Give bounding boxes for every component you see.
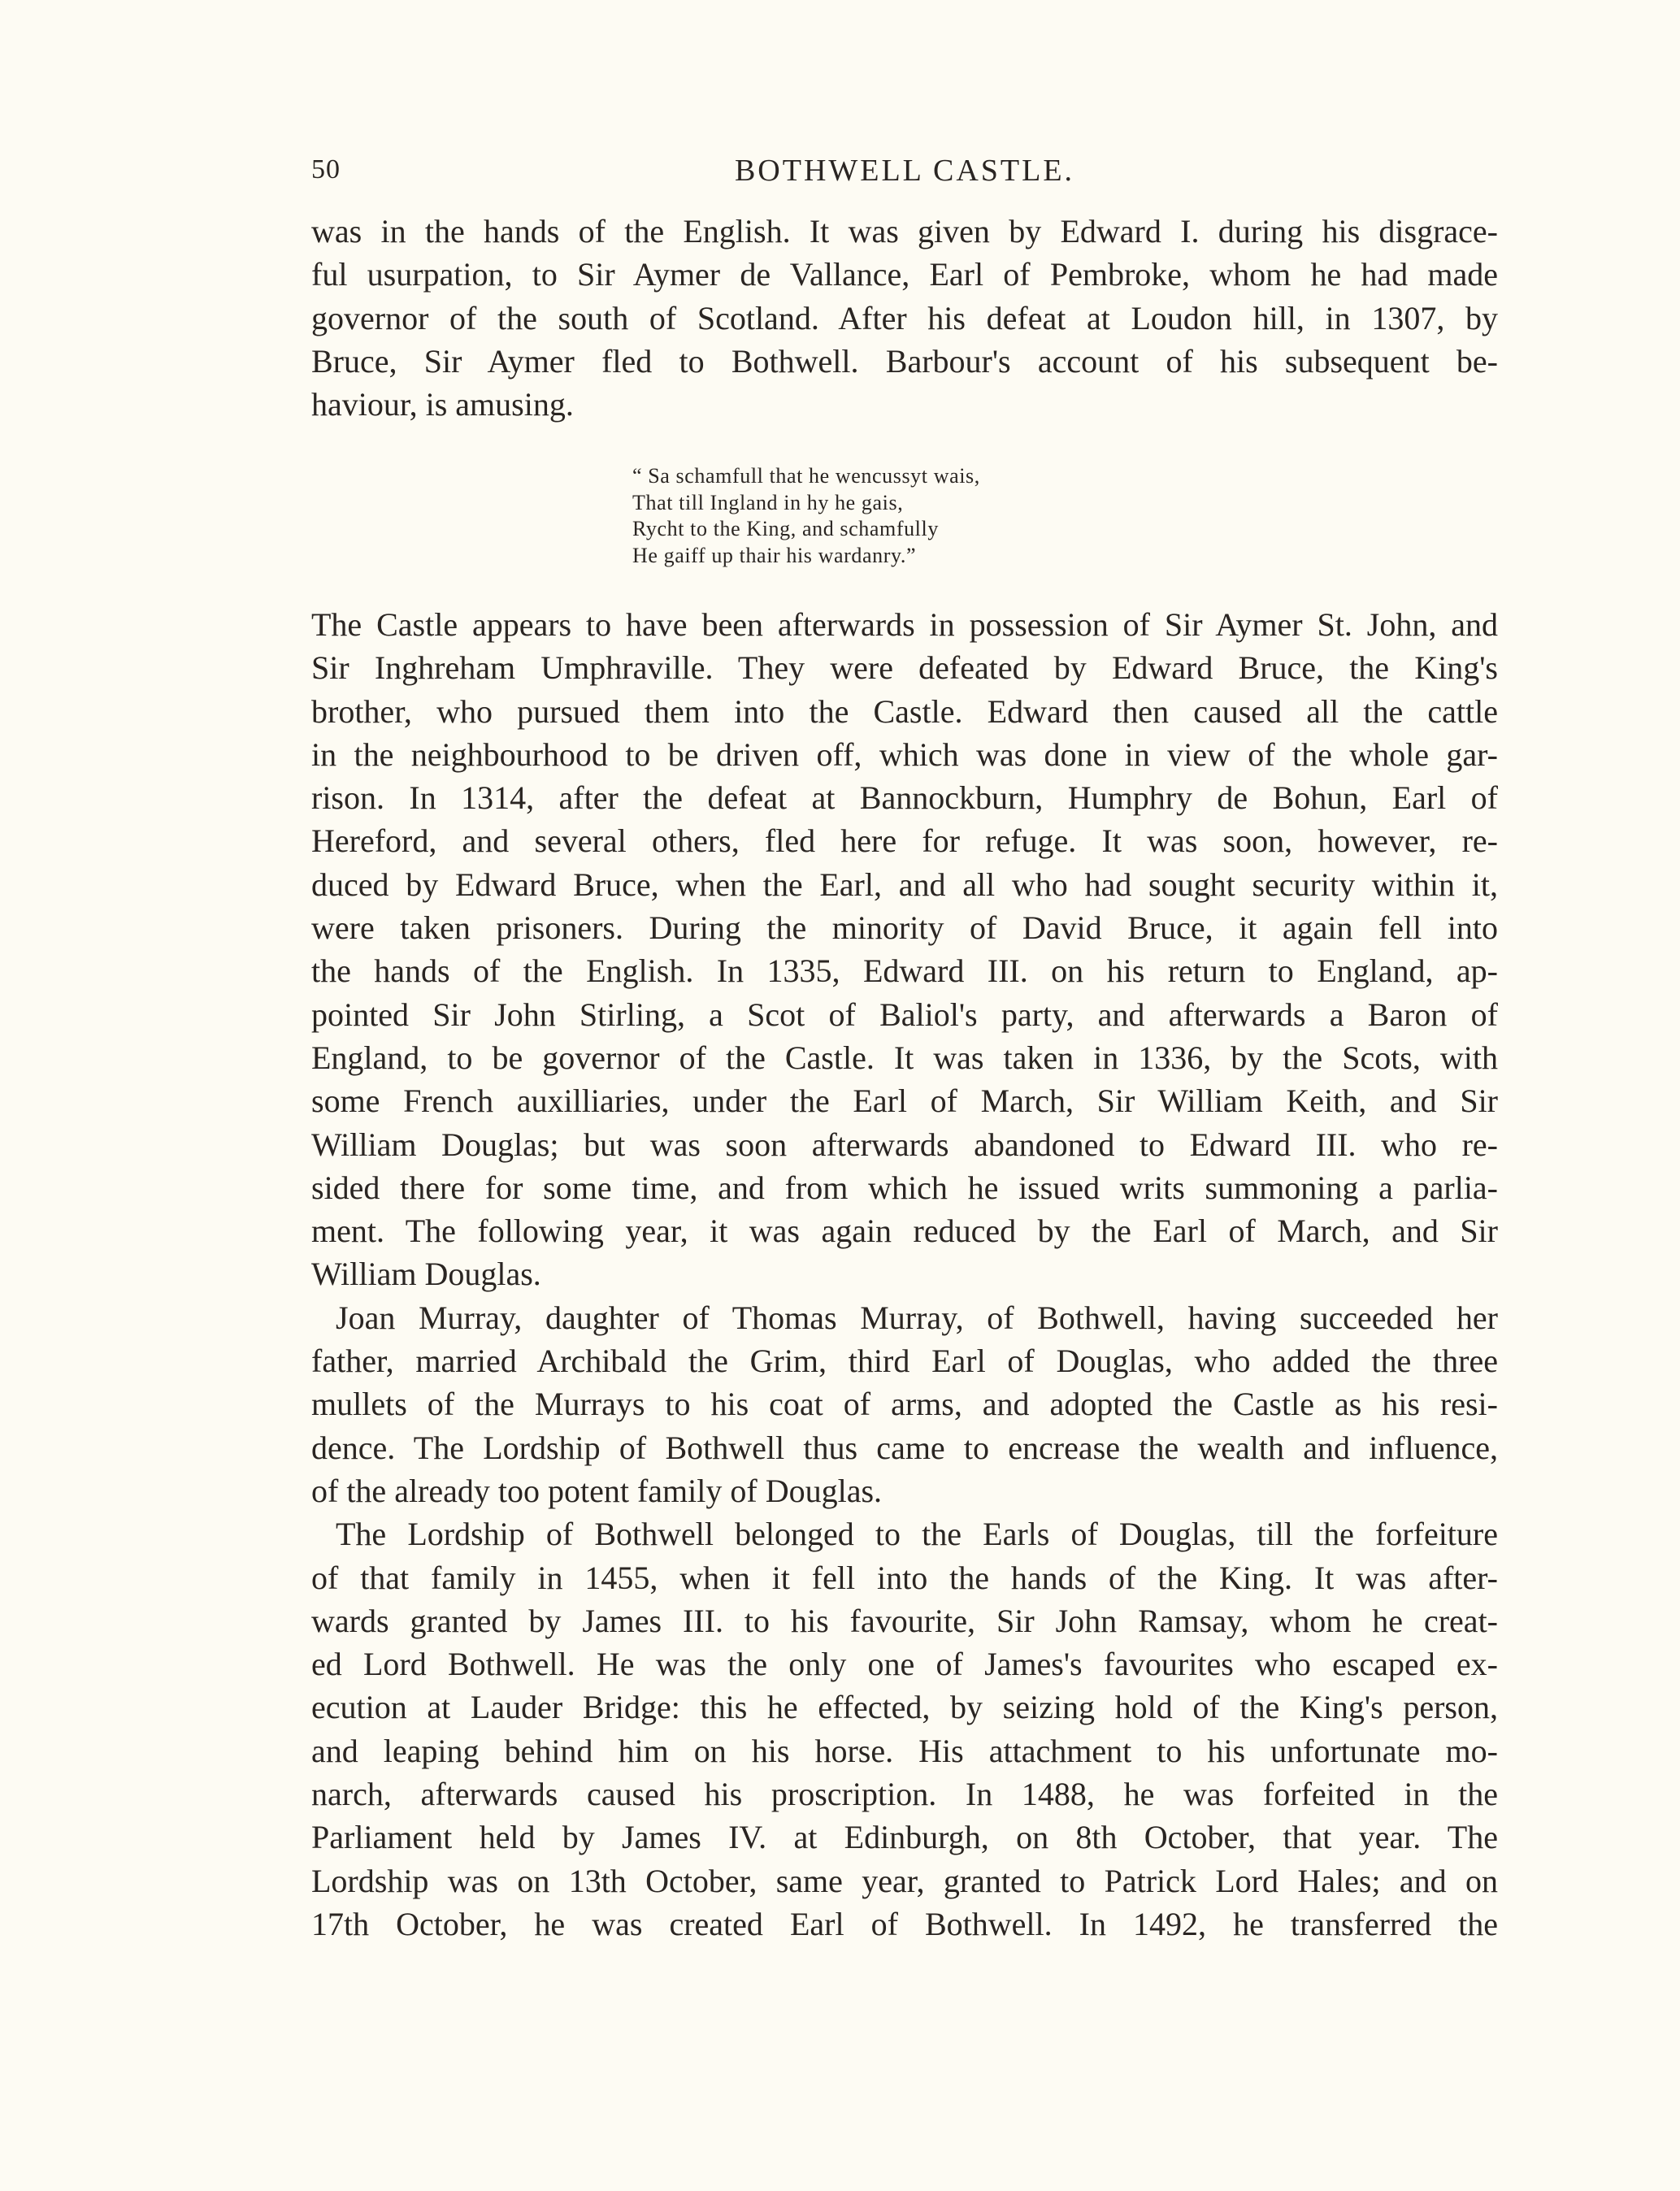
text-line: ecution at Lauder Bridge: this he effected, by seizing hold of the King's person, [311, 1689, 1498, 1726]
verse-line: Rycht to the King, and schamfully [632, 517, 939, 540]
page-number: 50 [311, 154, 341, 184]
text-line: Sir Inghreham Umphraville. They were defeated by Edward Bruce, the King's [311, 649, 1498, 687]
running-title: BOTHWELL CASTLE. [734, 154, 1075, 188]
page-header [311, 154, 1498, 203]
text-line: in the neighbourhood to be driven off, which was done in view of the whole gar- [311, 735, 1498, 773]
text-line: father, married Archibald the Grim, third Earl of Douglas, who added the three [311, 1343, 1498, 1380]
verse-line: That till Ingland in hy he gais, [632, 490, 904, 514]
text-line: of that family in 1455, when it fell into the hands of the King. It was after- [311, 1559, 1498, 1596]
main-text [311, 603, 1498, 1946]
text-line: governor of the south of Scotland. After his defeat at Loudon hill, in 1307, by [311, 299, 1498, 336]
text-line: was in the hands of the English. It was given by Edward I. during his disgrace- [311, 213, 1498, 249]
text-line: and leaping behind him on his horse. His attachment to his unfortunate mo- [311, 1732, 1498, 1769]
text-line: dence. The Lordship of Bothwell thus came to encrease the wealth and influence, [311, 1429, 1498, 1466]
text-line: the hands of the English. In 1335, Edward III. on his return to England, ap- [311, 952, 1498, 990]
text-line: Joan Murray, daughter of Thomas Murray, of Bothwell, having succeeded her [336, 1299, 1498, 1336]
text-line: sided there for some time, and from which he issued writs summoning a parlia- [311, 1169, 1498, 1206]
text-line: wards granted by James III. to his favourite, Sir John Ramsay, whom he creat- [311, 1602, 1498, 1639]
opening-paragraph [311, 210, 1498, 426]
text-line: haviour, is amusing. [311, 386, 574, 423]
text-line: pointed Sir John Stirling, a Scot of Baliol's party, and afterwards a Baron of [311, 996, 1498, 1033]
verse-quotation [632, 463, 1153, 569]
text-line: Hereford, and several others, fled here for refuge. It was soon, however, re- [311, 822, 1498, 860]
text-line: of the already too potent family of Douglas. [311, 1472, 883, 1509]
paragraph-lordship [311, 1512, 1498, 1946]
text-line: some French auxilliaries, under the Earl of March, Sir William Keith, and Sir [311, 1082, 1498, 1120]
text-line: ed Lord Bothwell. He was the only one of James's favourites who escaped ex- [311, 1646, 1498, 1683]
text-line: William Douglas; but was soon afterwards abandoned to Edward III. who re- [311, 1126, 1498, 1163]
paragraph-castle-history [311, 603, 1498, 1296]
text-line: 17th October, he was created Earl of Bothwell. In 1492, he transferred the [311, 1905, 1498, 1942]
text-line: mullets of the Murrays to his coat of arms, and adopted the Castle as his resi- [311, 1386, 1498, 1423]
text-line: ful usurpation, to Sir Aymer de Vallance, Earl of Pembroke, whom he had made [311, 256, 1498, 293]
text-line: were taken prisoners. During the minority of David Bruce, it again fell into [311, 909, 1498, 947]
text-line: The Castle appears to have been afterwards in possession of Sir Aymer St. John, and [311, 606, 1498, 643]
text-line: William Douglas. [311, 1256, 541, 1293]
verse-line: He gaiff up thair his wardanry.” [632, 543, 917, 567]
text-line: rison. In 1314, after the defeat at Bannockburn, Humphry de Bohun, Earl of [311, 779, 1498, 817]
text-line: Bruce, Sir Aymer fled to Bothwell. Barbour's account of his subsequent be- [311, 342, 1498, 380]
text-line: brother, who pursued them into the Castle. Edward then caused all the cattle [311, 692, 1498, 730]
text-line: England, to be governor of the Castle. It was taken in 1336, by the Scots, with [311, 1039, 1498, 1076]
text-line: Parliament held by James IV. at Edinburgh, on 8th October, that year. The [311, 1819, 1498, 1856]
verse-line: “ Sa schamfull that he wencussyt wais, [632, 464, 980, 488]
text-line: The Lordship of Bothwell belonged to the Earls of Douglas, till the forfeiture [336, 1516, 1498, 1553]
text-line: duced by Edward Bruce, when the Earl, and all who had sought security within it, [311, 866, 1498, 903]
text-line: narch, afterwards caused his proscription. In 1488, he was forfeited in the [311, 1776, 1498, 1813]
text-line: ment. The following year, it was again reduced by the Earl of March, and Sir [311, 1213, 1498, 1250]
paragraph-joan-murray [311, 1296, 1498, 1512]
text-line: Lordship was on 13th October, same year, granted to Patrick Lord Hales; and on [311, 1862, 1498, 1899]
